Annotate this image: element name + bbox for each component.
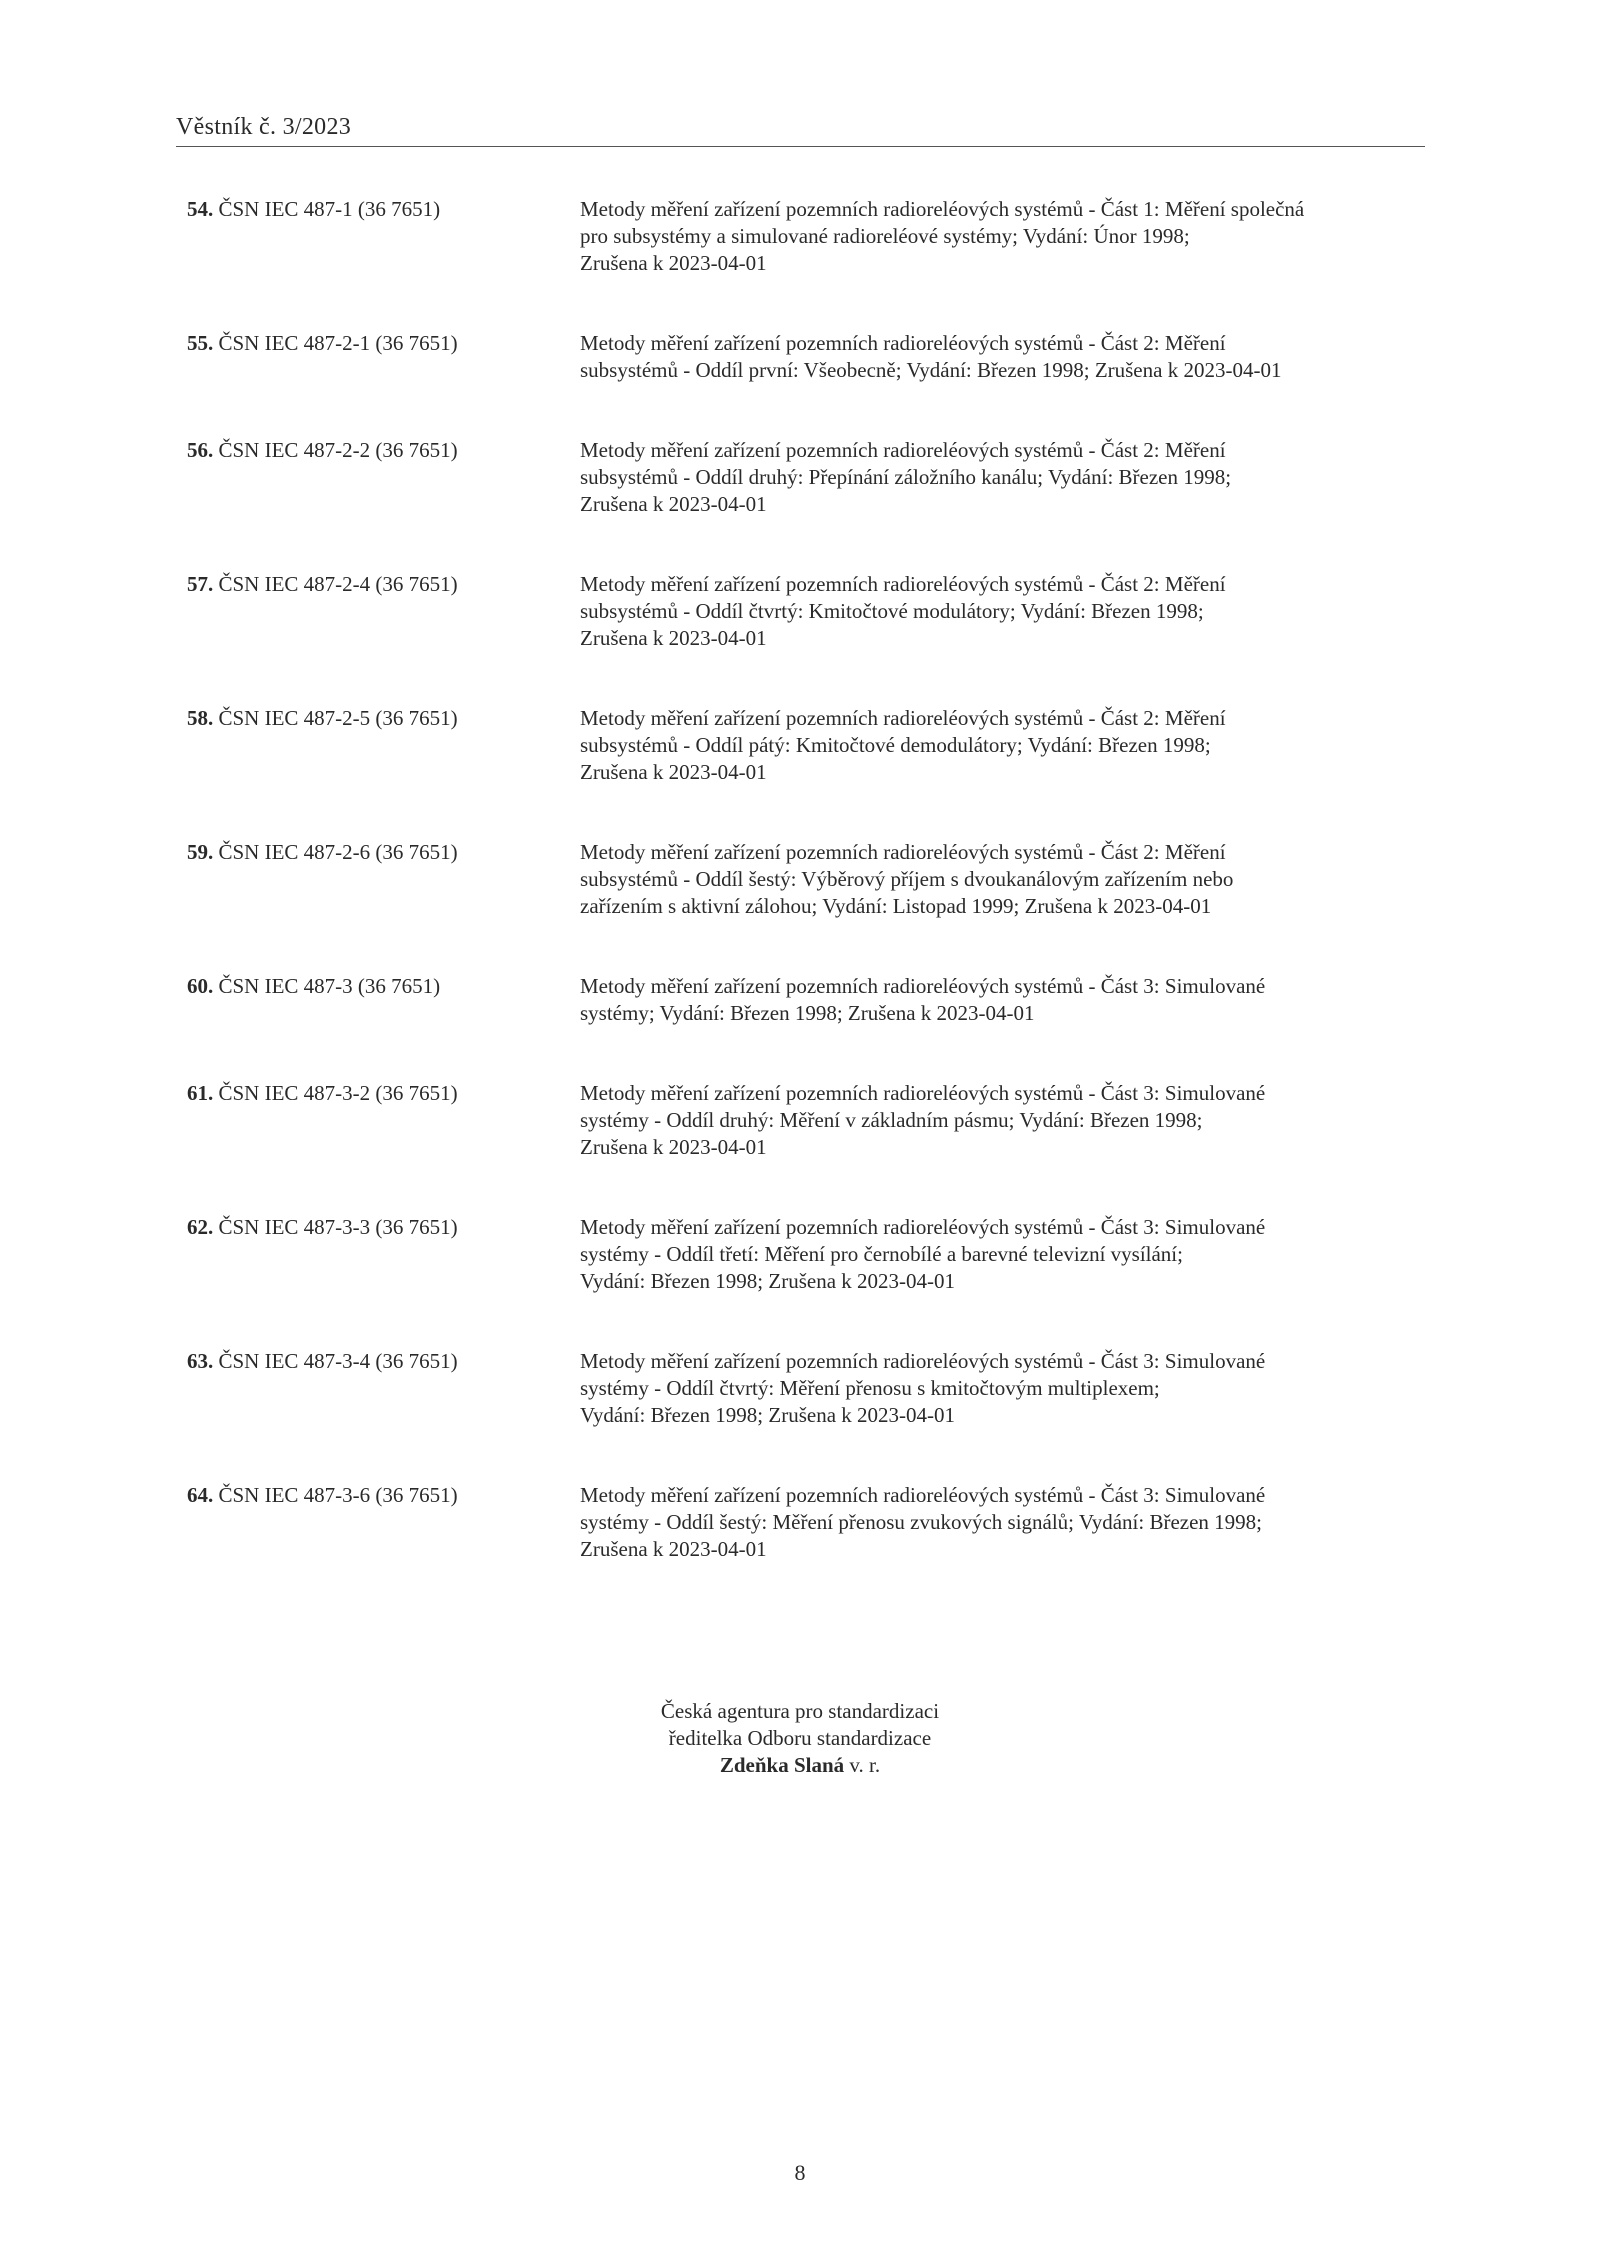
standard-designation: ČSN IEC 487-3-4 (36 7651) <box>218 1349 458 1373</box>
standard-designation: ČSN IEC 487-2-4 (36 7651) <box>218 572 458 596</box>
description-line: subsystémů - Oddíl pátý: Kmitočtové demodulátory; Vydání: Březen 1998; <box>580 733 1211 757</box>
standard-designation: ČSN IEC 487-2-5 (36 7651) <box>218 706 458 730</box>
description-line: Metody měření zařízení pozemních radioreléových systémů - Část 2: Měření <box>580 331 1226 355</box>
description-line: Metody měření zařízení pozemních radioreléových systémů - Část 2: Měření <box>580 572 1226 596</box>
standard-designation: ČSN IEC 487-3-3 (36 7651) <box>218 1215 458 1239</box>
description-line: pro subsystémy a simulované radioreléové systémy; Vydání: Únor 1998; <box>580 224 1190 248</box>
standard-code <box>187 1080 567 1107</box>
standard-designation: ČSN IEC 487-2-6 (36 7651) <box>218 840 458 864</box>
entry-number: 63. <box>187 1349 214 1373</box>
signature-suffix: v. r. <box>844 1753 881 1777</box>
standard-description <box>580 839 1410 920</box>
description-line: Zrušena k 2023-04-01 <box>580 1135 767 1159</box>
standard-code <box>187 437 567 464</box>
description-line: systémy - Oddíl třetí: Měření pro černobílé a barevné televizní vysílání; <box>580 1242 1183 1266</box>
entry-number: 61. <box>187 1081 214 1105</box>
description-line: Zrušena k 2023-04-01 <box>580 492 767 516</box>
entry-number: 55. <box>187 331 214 355</box>
description-line: zařízením s aktivní zálohou; Vydání: Listopad 1999; Zrušena k 2023-04-01 <box>580 894 1212 918</box>
standard-designation: ČSN IEC 487-2-2 (36 7651) <box>218 438 458 462</box>
description-line: systémy; Vydání: Březen 1998; Zrušena k 2023-04-01 <box>580 1001 1035 1025</box>
description-line: Metody měření zařízení pozemních radioreléových systémů - Část 1: Měření společná <box>580 197 1305 221</box>
standard-designation: ČSN IEC 487-3-6 (36 7651) <box>218 1483 458 1507</box>
description-line: systémy - Oddíl čtvrtý: Měření přenosu s kmitočtovým multiplexem; <box>580 1376 1160 1400</box>
standard-designation: ČSN IEC 487-3 (36 7651) <box>218 974 441 998</box>
standard-description <box>580 437 1410 518</box>
description-line: systémy - Oddíl druhý: Měření v základním pásmu; Vydání: Březen 1998; <box>580 1108 1203 1132</box>
description-line: Vydání: Březen 1998; Zrušena k 2023-04-01 <box>580 1269 955 1293</box>
signature-organization: Česká agentura pro standardizaci <box>660 1699 940 1723</box>
standard-code <box>187 1482 567 1509</box>
standard-code <box>187 1348 567 1375</box>
entry-number: 56. <box>187 438 214 462</box>
standard-description <box>580 1348 1410 1429</box>
entry-number: 59. <box>187 840 214 864</box>
standard-description <box>580 973 1410 1027</box>
standard-code <box>187 839 567 866</box>
description-line: Zrušena k 2023-04-01 <box>580 251 767 275</box>
description-line: Metody měření zařízení pozemních radioreléových systémů - Část 3: Simulované <box>580 974 1266 998</box>
standard-description <box>580 1080 1410 1161</box>
standard-description <box>580 330 1410 384</box>
bulletin-title: Věstník č. 3/2023 <box>176 114 352 140</box>
entry-number: 62. <box>187 1215 214 1239</box>
description-line: Zrušena k 2023-04-01 <box>580 626 767 650</box>
standard-code <box>187 571 567 598</box>
description-line: Metody měření zařízení pozemních radioreléových systémů - Část 3: Simulované <box>580 1349 1266 1373</box>
signatory-name: Zdeňka Slaná <box>719 1753 845 1777</box>
description-line: Vydání: Březen 1998; Zrušena k 2023-04-01 <box>580 1403 955 1427</box>
entry-number: 58. <box>187 706 214 730</box>
standard-code <box>187 973 567 1000</box>
description-line: Metody měření zařízení pozemních radioreléových systémů - Část 2: Měření <box>580 706 1226 730</box>
standard-designation: ČSN IEC 487-1 (36 7651) <box>218 197 441 221</box>
signature-role: ředitelka Odboru standardizace <box>668 1726 932 1750</box>
standard-code <box>187 196 567 223</box>
description-line: Metody měření zařízení pozemních radioreléových systémů - Část 3: Simulované <box>580 1081 1266 1105</box>
description-line: subsystémů - Oddíl čtvrtý: Kmitočtové modulátory; Vydání: Březen 1998; <box>580 599 1204 623</box>
standard-description <box>580 1214 1410 1295</box>
standard-description <box>580 196 1410 277</box>
description-line: subsystémů - Oddíl šestý: Výběrový příjem s dvoukanálovým zařízením nebo <box>580 867 1234 891</box>
standard-code <box>187 330 567 357</box>
signature-block <box>600 1698 1000 1779</box>
description-line: Metody měření zařízení pozemních radioreléových systémů - Část 3: Simulované <box>580 1215 1266 1239</box>
description-line: Metody měření zařízení pozemních radioreléových systémů - Část 3: Simulované <box>580 1483 1266 1507</box>
standard-code <box>187 1214 567 1241</box>
standard-designation: ČSN IEC 487-2-1 (36 7651) <box>218 331 458 355</box>
description-line: subsystémů - Oddíl první: Všeobecně; Vydání: Březen 1998; Zrušena k 2023-04-01 <box>580 358 1282 382</box>
signature-name-line <box>600 1752 1000 1779</box>
entry-number: 64. <box>187 1483 214 1507</box>
standard-description <box>580 571 1410 652</box>
description-line: subsystémů - Oddíl druhý: Přepínání záložního kanálu; Vydání: Březen 1998; <box>580 465 1232 489</box>
entry-number: 60. <box>187 974 214 998</box>
standard-description <box>580 1482 1410 1563</box>
page-number: 8 <box>794 2160 806 2185</box>
description-line: Zrušena k 2023-04-01 <box>580 1537 767 1561</box>
description-line: Metody měření zařízení pozemních radioreléových systémů - Část 2: Měření <box>580 438 1226 462</box>
standard-code <box>187 705 567 732</box>
description-line: Metody měření zařízení pozemních radioreléových systémů - Část 2: Měření <box>580 840 1226 864</box>
page-header <box>176 112 1425 147</box>
description-line: Zrušena k 2023-04-01 <box>580 760 767 784</box>
entry-number: 57. <box>187 572 214 596</box>
entry-number: 54. <box>187 197 214 221</box>
description-line: systémy - Oddíl šestý: Měření přenosu zvukových signálů; Vydání: Březen 1998; <box>580 1510 1263 1534</box>
standard-designation: ČSN IEC 487-3-2 (36 7651) <box>218 1081 458 1105</box>
standard-description <box>580 705 1410 786</box>
